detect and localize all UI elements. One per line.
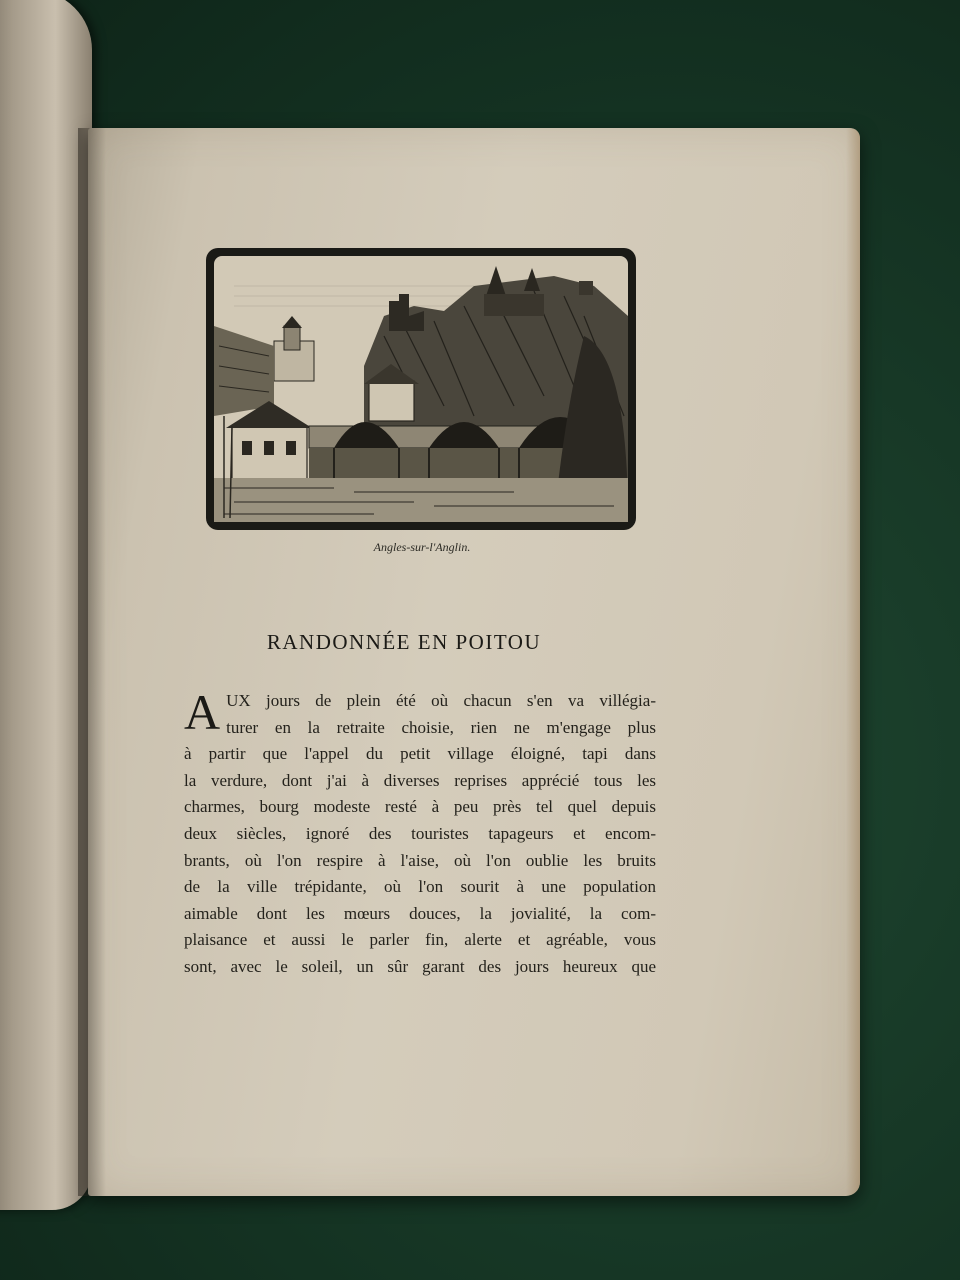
text-line: la verdure, dont j'ai à diverses reprises apprécié tous les <box>184 770 656 790</box>
text-line: deux siècles, ignoré des touristes tapageurs et encom- <box>184 823 656 843</box>
text-line: brants, où l'on respire à l'aise, où l'on oublie les bruits <box>184 850 656 870</box>
drop-cap: A <box>184 684 221 740</box>
text-line: aimable dont les mœurs douces, la jovialité, la com- <box>184 903 656 923</box>
opening-paragraph <box>184 684 656 981</box>
text-line: turer en la retraite choisie, rien ne m'engage plus <box>226 717 656 737</box>
text-line: UX jours de plein été où chacun s'en va villégia- <box>226 691 656 710</box>
text-line: de la ville trépidante, où l'on sourit à une population <box>184 877 656 897</box>
illustration-caption: Angles-sur-l'Anglin. <box>373 540 471 554</box>
page-edge <box>846 128 860 1196</box>
text-line: à partir que l'appel du petit village éloigné, tapi dans <box>184 744 656 764</box>
engraving-illustration <box>206 248 636 530</box>
text-line: sont, avec le soleil, un sûr garant des jours heureux que <box>184 956 656 976</box>
spine-shadow <box>78 128 106 1196</box>
text-line: plaisance et aussi le parler fin, alerte et agréable, vous <box>184 930 656 950</box>
village-bridge-engraving <box>214 256 628 522</box>
text-line: charmes, bourg modeste resté à peu près tel quel depuis <box>184 797 656 817</box>
chapter-title: RANDONNÉE EN POITOU <box>266 630 542 654</box>
book-page <box>88 128 860 1196</box>
